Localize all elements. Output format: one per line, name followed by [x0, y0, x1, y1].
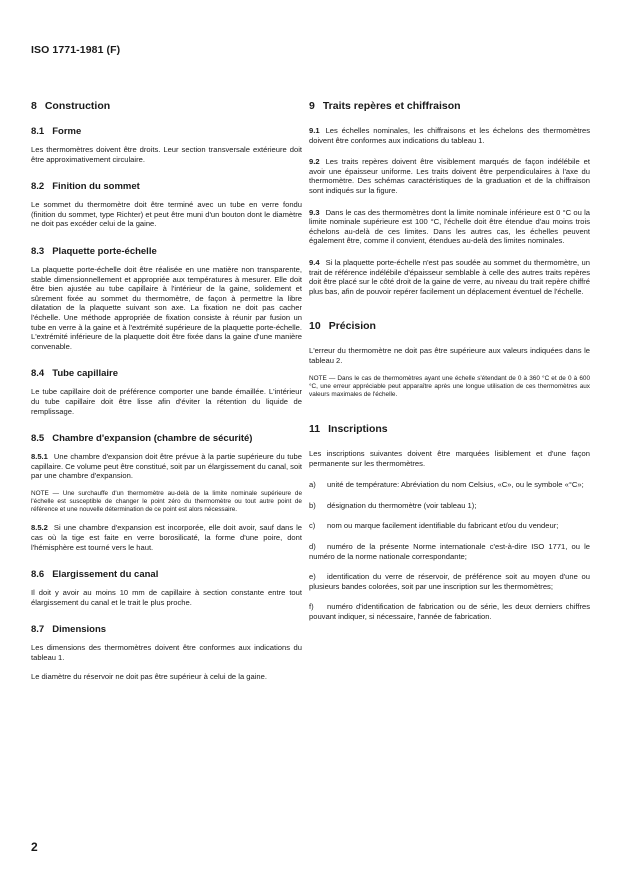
section-10-heading — [309, 320, 590, 332]
left-column — [31, 100, 302, 698]
list-item — [309, 542, 590, 561]
section-8-5-heading — [31, 433, 302, 444]
section-title: Inscriptions — [328, 423, 388, 436]
section-number: 8.3 — [31, 245, 45, 257]
paragraph-9-2 — [309, 157, 590, 195]
list-item-text: nom ou marque facilement identifiable du fabricant et/ou du vendeur; — [327, 521, 559, 531]
section-title: Finition du sommet — [52, 181, 140, 193]
section-number: 8.1 — [31, 126, 45, 137]
list-item-label: a) — [309, 480, 316, 490]
section-title: Forme — [52, 126, 82, 137]
paragraph-number: 9.3 — [309, 207, 320, 217]
list-item-text: désignation du thermomètre (voir tableau 1); — [327, 500, 477, 510]
section-8-6-heading — [31, 569, 302, 580]
paragraph-text: Les traits repères doivent être visiblement marqués de façon indélébile et avoir une épaisseur uniforme. Les traits doivent être perpendiculaires à l'axe du thermomètre. Des schémas caractéristiques de la graduation et de la chiffraison sont indiqués sur la figure. — [309, 157, 590, 195]
list-item-label: e) — [309, 572, 316, 582]
list-item — [309, 480, 590, 490]
paragraph-number: 9.2 — [309, 157, 320, 167]
section-number: 8.4 — [31, 368, 45, 380]
paragraph: Les dimensions des thermomètres doivent être conformes aux indications du tableau 1. — [31, 643, 302, 663]
list-item-text: unité de température: Abréviation du nom Celsius, «C», ou le symbole «°C»; — [327, 480, 584, 490]
section-number: 8.2 — [31, 181, 45, 193]
section-number: 8.5 — [31, 433, 45, 445]
list-item-text: identification du verre de réservoir, de préférence soit au moyen d'une ou plusieurs bandes colorées, soit par une inscription sur les thermomètres; — [309, 572, 590, 591]
paragraph-text: Si une chambre d'expansion est incorporée, elle doit avoir, sauf dans le cas où la tige est faite en verre borosilicaté, la forme d'une poire, dont l'hémisphère est tourné vers le haut. — [31, 523, 302, 552]
paragraph-number: 8.5.2 — [31, 523, 48, 533]
paragraph: L'erreur du thermomètre ne doit pas être supérieure aux valeurs indiquées dans le tableau 2. — [309, 346, 590, 365]
section-title: Précision — [328, 320, 376, 333]
section-11-heading — [309, 423, 590, 435]
right-column — [309, 100, 590, 633]
section-title: Dimensions — [52, 624, 107, 636]
paragraph: Le sommet du thermomètre doit être terminé avec un tube en verre fondu (finition du sommet, type Richter) et peut être muni d'un bouton dont le diamètre ne doit pas excéder celui de la gaine. — [31, 200, 302, 229]
section-number: 8 — [31, 100, 37, 112]
page-number: 2 — [31, 840, 38, 854]
section-number: 8.7 — [31, 624, 45, 636]
section-number: 11 — [309, 423, 321, 436]
list-item-label: f) — [309, 602, 314, 612]
paragraph-9-3 — [309, 208, 590, 246]
list-item-text: numéro d'identification de fabrication ou de série, les deux derniers chiffres pouvant indiquer, si nécessaire, l'année de fabrication. — [309, 602, 590, 622]
note: NOTE — Dans le cas de thermomètres ayant une échelle s'étendant de 0 à 360 °C et de 0 à 600 °C, une erreur appréciable peut apparaître après une longue utilisation de ces thermomètres aux valeurs maximales de l'échelle. — [309, 374, 590, 398]
list-item-label: d) — [309, 542, 316, 552]
paragraph-number: 8.5.1 — [31, 452, 48, 462]
paragraph: Le tube capillaire doit de préférence comporter une bande émaillée. L'intérieur du tube capillaire doit être lisse afin d'éviter la rétention du liquide de remplissage. — [31, 387, 302, 416]
section-title: Elargissement du canal — [52, 569, 159, 581]
section-number: 9 — [309, 100, 315, 112]
section-title: Tube capillaire — [52, 368, 119, 380]
paragraph: Il doit y avoir au moins 10 mm de capillaire à section constante entre tout élargissement du canal et le trait le plus proche. — [31, 588, 302, 607]
paragraph-8-5-1 — [31, 452, 302, 481]
list-item — [309, 501, 590, 511]
paragraph: Les inscriptions suivantes doivent être marquées lisiblement et d'une façon permanente sur les thermomètres. — [309, 449, 590, 468]
section-8-4-heading — [31, 368, 302, 379]
section-8-3-heading — [31, 246, 302, 257]
paragraph-number: 9.4 — [309, 257, 320, 267]
note: NOTE — Une surchauffe d'un thermomètre au-delà de la limite nominale supérieure de l'échelle est susceptible de changer le point zéro du thermomètre ou tout autre point de référence et une nouvelle détermination de ce point est alors nécessaire. — [31, 489, 302, 514]
list-item-text: numéro de la présente Norme internationale c'est-à-dire ISO 1771, ou le numéro de la norme nationale correspondante; — [309, 542, 590, 561]
paragraph-text: Dans le cas des thermomètres dont la limite nominale inférieure est 0 °C ou la limite nominale supérieure est 100 °C, l'échelle doit être étendue d'au moins trois échelons au-delà de ces limites. Dans les autres cas, les échelles peuvent également être, comme il convient, étendues au-delà des limites nominales. — [309, 207, 590, 246]
section-8-heading — [31, 100, 302, 112]
list-item-label: b) — [309, 500, 316, 510]
paragraph: Le diamètre du réservoir ne doit pas être supérieur à celui de la gaine. — [31, 671, 267, 681]
paragraph-9-4 — [309, 258, 590, 296]
list-item — [309, 521, 590, 531]
section-title: Traits repères et chiffraison — [322, 100, 461, 112]
section-8-2-heading — [31, 181, 302, 192]
paragraph-text: Si la plaquette porte-échelle n'est pas soudée au sommet du thermomètre, un trait de référence indélébile d'épaisseur semblable à celle des autres traits repères doit être placé sur le côté droit de la gaine de verre, au niveau du trait repère chiffré plus bas, afin de pouvoir repérer facilement un déplacement éventuel de l'échelle. — [309, 257, 590, 296]
paragraph: Les thermomètres doivent être droits. Leur section transversale extérieure doit être approximativement circulaire. — [31, 145, 302, 164]
inscriptions-list — [309, 480, 590, 621]
list-item-label: c) — [309, 521, 316, 531]
section-8-1-heading — [31, 126, 302, 137]
paragraph-9-1 — [309, 126, 590, 145]
paragraph-8-5-2 — [31, 523, 302, 552]
section-9-heading — [309, 100, 590, 112]
list-item — [309, 602, 590, 621]
section-number: 10 — [309, 320, 321, 333]
section-8-7-heading — [31, 624, 302, 635]
section-title: Plaquette porte-échelle — [52, 245, 157, 257]
list-item — [309, 572, 590, 591]
section-title: Chambre d'expansion (chambre de sécurité) — [52, 433, 253, 445]
paragraph-number: 9.1 — [309, 126, 320, 135]
paragraph-text: Les échelles nominales, les chiffraisons et les échelons des thermomètres doivent être conformes aux indications du tableau 1. — [309, 126, 590, 145]
section-title: Construction — [44, 100, 111, 112]
section-number: 8.6 — [31, 569, 45, 581]
document-header: ISO 1771-1981 (F) — [31, 44, 121, 56]
paragraph: La plaquette porte-échelle doit être réalisée en une matière non transparente, stable dimensionnellement et appropriée aux températures à mesurer. Elle doit être bien ajustée au tube capillaire à l'intérieur de la gaine, solidement et sûrement fixée au sommet du thermomètre, de façon à permettre la libre dilatation de la plaquette suivant son axe. La fixation ne doit pas cacher l'échelle. Une méthode appropriée de fixation consiste à réunir par fusion un tube en verre à la gaine et à l'extrémité supérieure de la plaquette porte-échelle. L'extrémité inférieure de la plaquette doit être fixée dans la gaine d'une manière convenable. — [31, 264, 302, 351]
paragraph-text: Une chambre d'expansion doit être prévue à la partie supérieure du tube capillaire. Ce volume peut être constitué, soit par un élargissement du canal, soit par une chambre d'expansion. — [31, 452, 302, 481]
